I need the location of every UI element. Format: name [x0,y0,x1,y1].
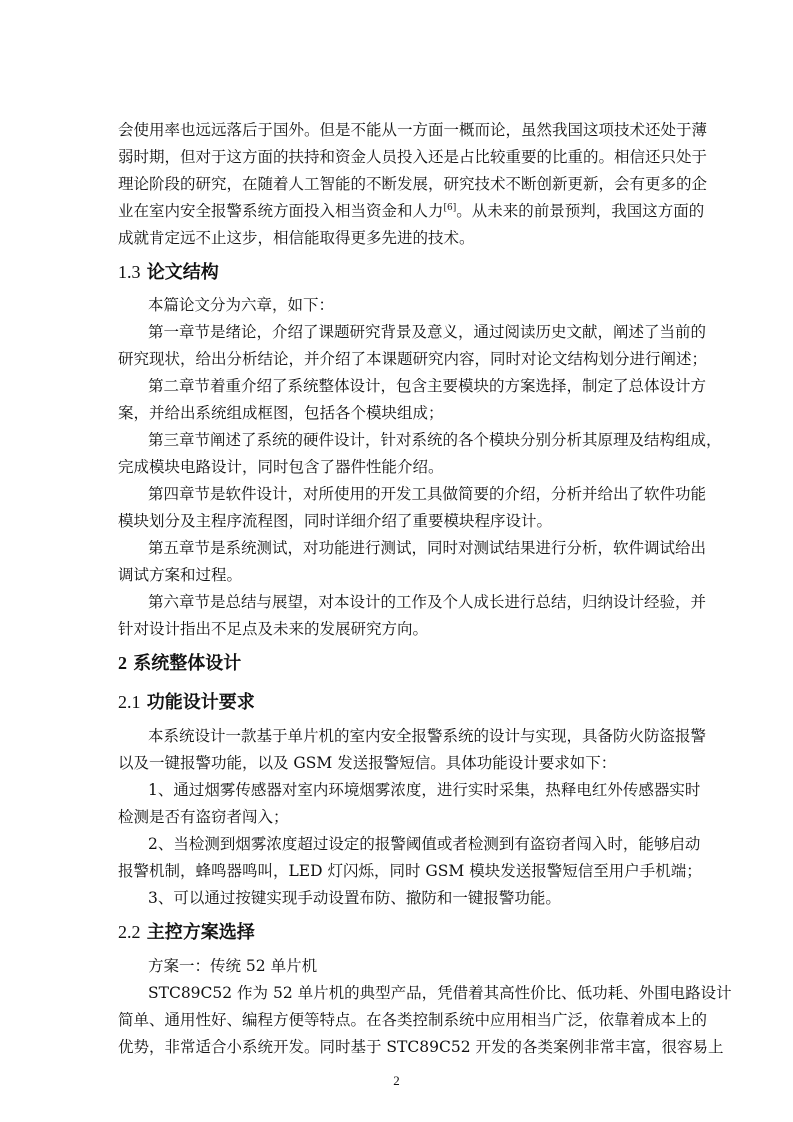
paragraph-line: 成就肯定远不止这步，相信能取得更多先进的技术。 [118,229,475,247]
paragraph-line: STC89C52 作为 52 单片机的典型产品，凭借着其高性价比、低功耗、外围电路设计 [148,984,732,1002]
paragraph-line: 简单、通用性好、编程方便等特点。在各类控制系统中应用相当广泛，依靠着成本上的 [118,1011,708,1029]
paragraph-line: 第四章节是软件设计，对所使用的开发工具做简要的介绍，分析并给出了软件功能 [148,485,707,503]
section-title: 论文结构 [146,262,219,283]
section-title: 主控方案选择 [146,922,255,943]
paragraph-line: 弱时期，但对于这方面的扶持和资金人员投入还是占比较重要的比重的。相信还只处于 [118,148,708,166]
section-heading-2-1 [118,690,255,715]
paragraph-line: 3、可以通过按键实现手动设置布防、撤防和一键报警功能。 [148,889,561,907]
paragraph-line: 会使用率也远远落后于国外。但是不能从一方面一概而论，虽然我国这项技术还处于薄 [118,121,708,139]
citation-mark: [6] [443,203,457,213]
chapter-heading-2 [118,651,241,676]
section-title: 功能设计要求 [146,692,255,713]
paragraph-line: 2、当检测到烟雾浓度超过设定的报警阈值或者检测到有盗窃者闯入时，能够启动 [148,835,701,853]
paragraph-line: 第三章节阐述了系统的硬件设计，针对系统的各个模块分别分析其原理及结构组成， [148,431,722,449]
section-heading-1-3 [118,260,219,285]
paragraph-line: 调试方案和过程。 [118,566,243,584]
paragraph-line: 本系统设计一款基于单片机的室内安全报警系统的设计与实现，具备防火防盗报警 [148,727,707,745]
paragraph-line: 第六章节是总结与展望，对本设计的工作及个人成长进行总结，归纳设计经验，并 [148,593,707,611]
paragraph-line: 第二章节着重介绍了系统整体设计，包含主要模块的方案选择，制定了总体设计方 [148,377,707,395]
chapter-title: 系统整体设计 [133,653,242,674]
paragraph-line: 针对设计指出不足点及未来的发展研究方向。 [118,620,429,638]
paragraph-line: 第五章节是系统测试，对功能进行测试，同时对测试结果进行分析，软件调试给出 [148,539,707,557]
section-heading-2-2 [118,920,255,945]
paragraph-line: 完成模块电路设计，同时包含了器件性能介绍。 [118,458,444,476]
paragraph-line: 检测是否有盗窃者闯入； [118,808,289,826]
paragraph-line: 以及一键报警功能，以及 GSM 发送报警短信。具体功能设计要求如下： [118,754,617,772]
section-number: 1.3 [118,262,141,282]
paragraph-line: 模块划分及主程序流程图，同时详细介绍了重要模块程序设计。 [118,512,553,530]
chapter-number: 2 [118,653,127,673]
paragraph-line-with-citation [118,201,705,221]
paragraph-line: 报警机制，蜂鸣器鸣叫，LED 灯闪烁，同时 GSM 模块发送报警短信至用户手机端； [118,862,702,880]
section-number: 2.1 [118,692,141,712]
paragraph-text: 业在室内安全报警系统方面投入相当资金和人力 [118,202,444,220]
paragraph-line: 第一章节是绪论，介绍了课题研究背景及意义，通过阅读历史文献，阐述了当前的 [148,323,707,341]
paragraph-line: 研究现状，给出分析结论，并介绍了本课题研究内容，同时对论文结构划分进行阐述； [118,350,708,368]
paragraph-line: 理论阶段的研究，在随着人工智能的不断发展，研究技术不断创新更新，会有更多的企 [118,175,708,193]
page-number: 2 [393,1073,400,1088]
paragraph-line: 本篇论文分为六章，如下： [148,296,335,314]
section-number: 2.2 [118,922,141,942]
paragraph-text: 。从未来的前景预判，我国这方面的 [456,202,705,220]
paragraph-line: 案，并给出系统组成框图，包括各个模块组成； [118,404,444,422]
paragraph-line: 方案一：传统 52 单片机 [148,957,318,975]
paragraph-line: 1、通过烟雾传感器对室内环境烟雾浓度，进行实时采集，热释电红外传感器实时 [148,781,701,799]
paragraph-line: 优势，非常适合小系统开发。同时基于 STC89C52 开发的各类案例非常丰富，很容易上 [118,1038,724,1056]
